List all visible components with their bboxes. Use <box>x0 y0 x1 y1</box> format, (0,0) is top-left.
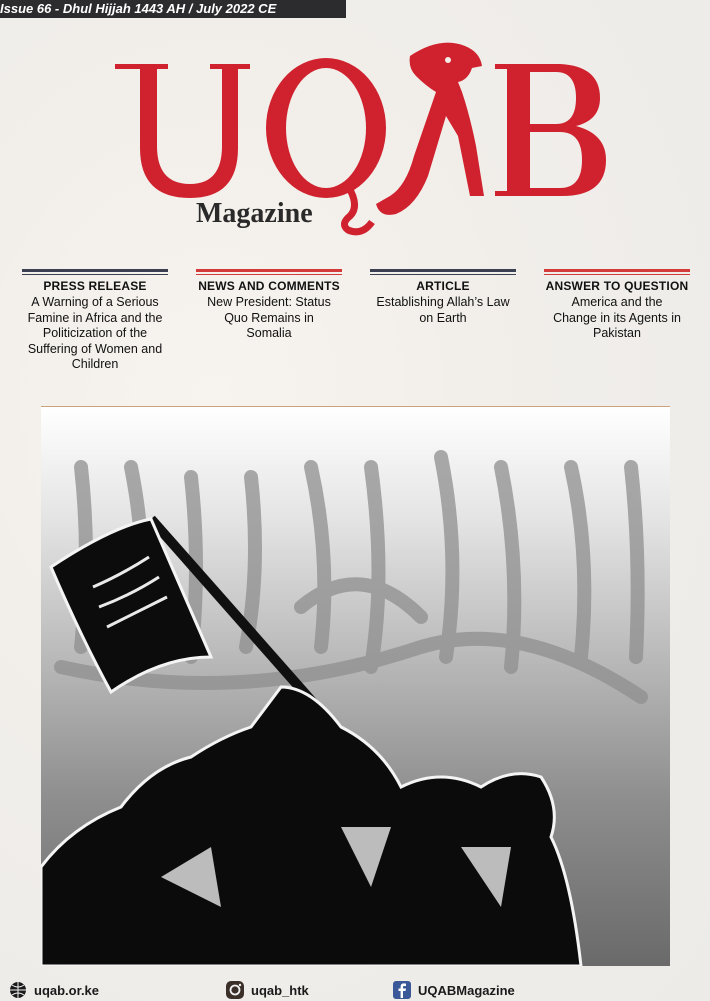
highlight-answer-to-question[interactable] <box>544 269 690 342</box>
cover-image <box>41 406 670 966</box>
highlight-category: PRESS RELEASE <box>43 279 147 293</box>
facebook-icon <box>392 980 412 1000</box>
highlight-category: ARTICLE <box>416 279 470 293</box>
highlight-category: ANSWER TO QUESTION <box>545 279 689 293</box>
uqab-logo <box>110 36 610 241</box>
instagram-link[interactable] <box>225 980 309 1000</box>
highlight-title[interactable]: A Warning of a Serious Famine in Africa and the Politicization of the Suffering of Women and Children <box>27 295 163 371</box>
logo-letter-u <box>115 64 250 198</box>
soldiers-silhouette <box>41 687 581 966</box>
issue-banner <box>0 0 346 18</box>
highlight-press-release[interactable] <box>22 269 168 373</box>
instagram-handle: uqab_htk <box>251 982 309 998</box>
logo-letter-b <box>495 64 606 196</box>
highlight-news-and-comments[interactable] <box>196 269 342 342</box>
website-text: uqab.or.ke <box>34 982 100 998</box>
highlight-category: NEWS AND COMMENTS <box>198 279 340 293</box>
globe-icon <box>8 980 28 1000</box>
facebook-link[interactable] <box>392 980 515 1000</box>
footer <box>0 980 710 1001</box>
highlight-title[interactable]: America and the Change in its Agents in Pakistan <box>553 295 681 340</box>
eagle-emblem-icon <box>376 43 484 215</box>
highlight-title[interactable]: New President: Status Quo Remains in Somalia <box>207 295 331 340</box>
issue-text: Issue 66 - Dhul Hijjah 1443 AH / July 2022 CE <box>0 1 277 16</box>
highlight-title[interactable]: Establishing Allah’s Law on Earth <box>376 295 510 325</box>
highlight-article[interactable] <box>370 269 516 326</box>
facebook-handle: UQABMagazine <box>418 982 515 998</box>
instagram-icon <box>225 980 245 1000</box>
logo-subtitle: Magazine <box>196 198 313 229</box>
website-link[interactable] <box>8 980 99 1000</box>
